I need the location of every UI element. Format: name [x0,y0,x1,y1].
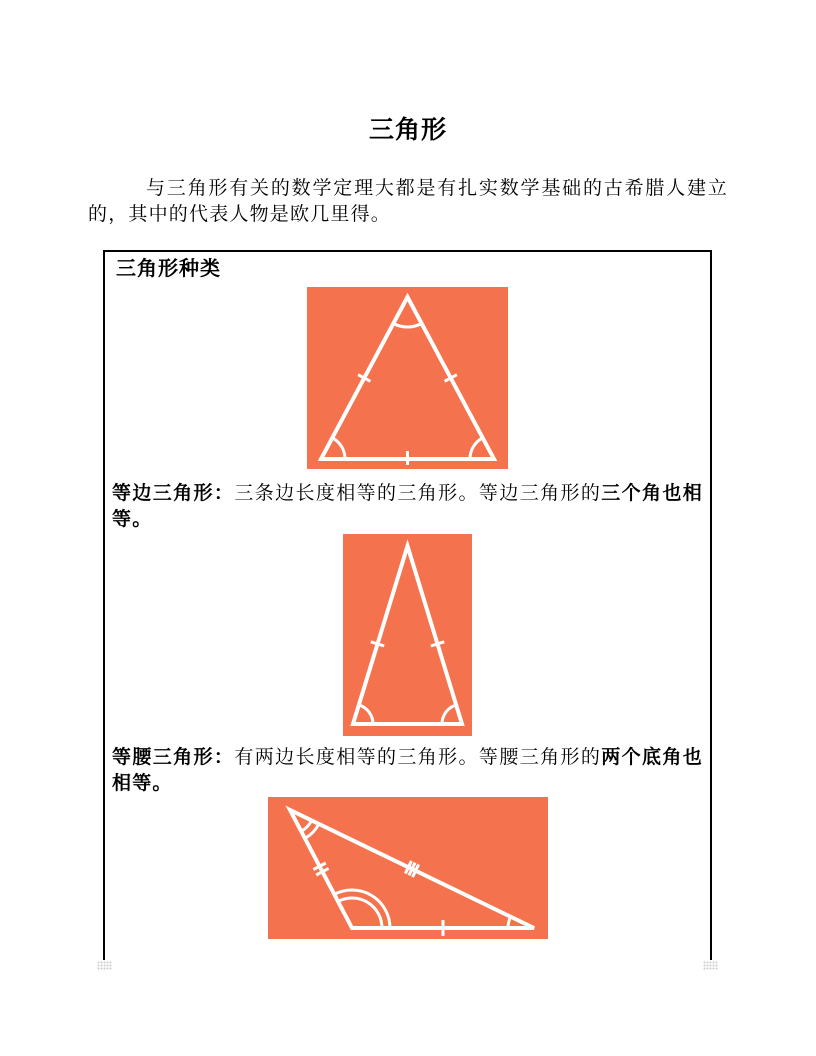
isosceles-caption [112,745,703,797]
equilateral-caption [112,481,703,533]
equilateral-description: 三条边长度相等的三角形。等边三角形的 [234,483,602,504]
table-continuation-mark-left [97,961,112,970]
page-title: 三角形 [368,116,447,144]
isosceles-triangle-figure [343,534,472,736]
triangle-types-box [103,250,712,960]
isosceles-emphasis: 两个底角也相等。 [112,747,703,794]
equilateral-triangle-figure [307,287,508,469]
box-heading: 三角形种类 [116,258,221,280]
isosceles-term: 等腰三角形： [112,747,235,768]
equilateral-emphasis: 三个角也相等。 [112,483,703,530]
intro-paragraph: 与三角形有关的数学定理大都是有扎实数学基础的古希腊人建立的，其中的代表人物是欧几里得。 [88,178,728,225]
equilateral-term: 等边三角形： [112,483,235,504]
isosceles-description: 有两边长度相等的三角形。等腰三角形的 [234,747,602,768]
table-continuation-mark-right [703,961,718,970]
scalene-triangle-figure [268,797,548,939]
